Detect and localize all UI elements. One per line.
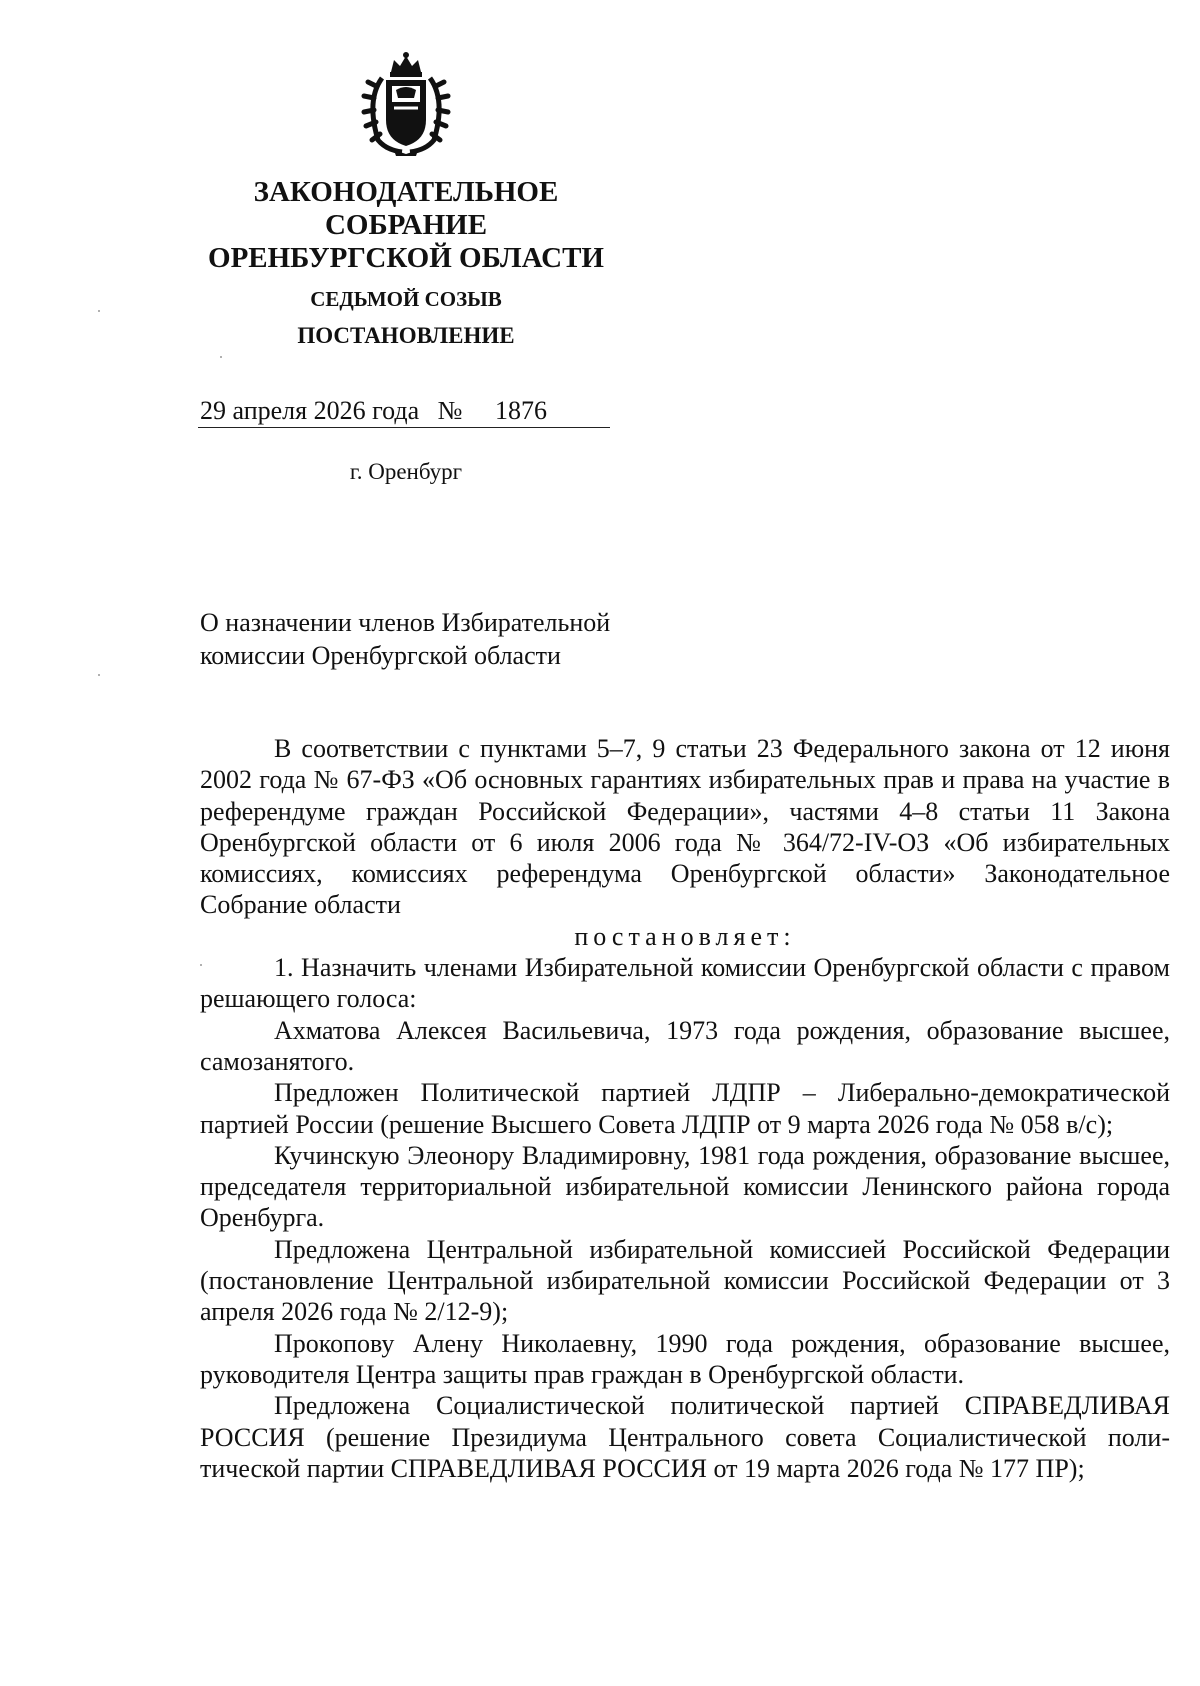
scan-speck (220, 356, 222, 358)
resolves-line: постановляет: (574, 921, 796, 951)
convocation: СЕДЬМОЙ СОЗЫВ (310, 287, 502, 311)
document-body (200, 733, 1170, 1484)
document-subject (200, 606, 760, 672)
subject-line-2: комиссии Оренбургской области (200, 641, 561, 670)
member-3-paragraph: Прокопову Алену Николаевну, 1990 года рождения, образование высшее, руководителя Центра защиты прав граждан в Оренбургской области. (200, 1328, 1170, 1389)
scan-speck (200, 964, 202, 966)
org-line-2: СОБРАНИЕ (324, 209, 488, 241)
item-1-paragraph: 1. Назначить членами Избирательной комиссии Оренбургской области с правом решающего голоса: (200, 953, 1170, 1014)
member-1-proposed-paragraph: Предложен Политической партией ЛДПР – Либерально-демократической партией России (решение Высшего Совета ЛДПР от 9 марта 2026 года № 058 в/с); (200, 1078, 1170, 1139)
member-2-proposed-paragraph: Предложена Центральной избирательной комиссией Российской Федерации (постановление Центральной избирательной комиссии Российской Федерации от 3 апреля 2026 года № 2/12-9); (200, 1234, 1170, 1327)
city: г. Оренбург (349, 459, 463, 484)
org-line-3: ОРЕНБУРГСКОЙ ОБЛАСТИ (208, 242, 604, 274)
preamble-paragraph: В соответствии с пунктами 5–7, 9 статьи 23 Федерального закона от 12 июня 2002 года № 67-ФЗ «Об основных гарантиях избирательных прав и права на участие в референдуме граждан Российской Федерации», частями 4–8 статьи 11 Закона Оренбургской области от 6 июля 2006 года № 364/72-IV-ОЗ «Об избирательных комиссиях, комиссиях референдума Оренбургской области» Законодательное Собрание области (200, 734, 1170, 920)
member-2-paragraph: Кучинскую Элеонору Владимировну, 1981 года рождения, образование высшее, председателя территориальной избирательной комиссии Ленинского района города Оренбурга. (200, 1140, 1170, 1233)
coat-of-arms-emblem (356, 50, 456, 156)
date-number-line (200, 396, 547, 426)
subject-line-1: О назначении членов Избирательной (200, 608, 611, 637)
organization-name (150, 176, 662, 275)
scan-speck (98, 310, 100, 312)
date-underline (198, 427, 610, 428)
document-type: ПОСТАНОВЛЕНИЕ (297, 323, 515, 348)
org-line-1: ЗАКОНОДАТЕЛЬНОЕ (253, 176, 559, 208)
member-1-paragraph: Ахматова Алексея Васильевича, 1973 года рождения, образование высшее, самозанятого. (200, 1015, 1170, 1076)
scan-speck (98, 674, 100, 676)
document-number: 1876 (494, 396, 547, 425)
document-date: 29 апреля 2026 года (200, 396, 420, 425)
number-sign: № (437, 396, 463, 425)
member-3-proposed-paragraph: Предложена Социалистической политической партией СПРАВЕДЛИВАЯ РОССИЯ (решение Президиума Центрального совета Социалистической политической партии СПРАВЕДЛИВАЯ РОССИЯ от 19 марта 2026 года № 177 ПР); (200, 1391, 1170, 1483)
